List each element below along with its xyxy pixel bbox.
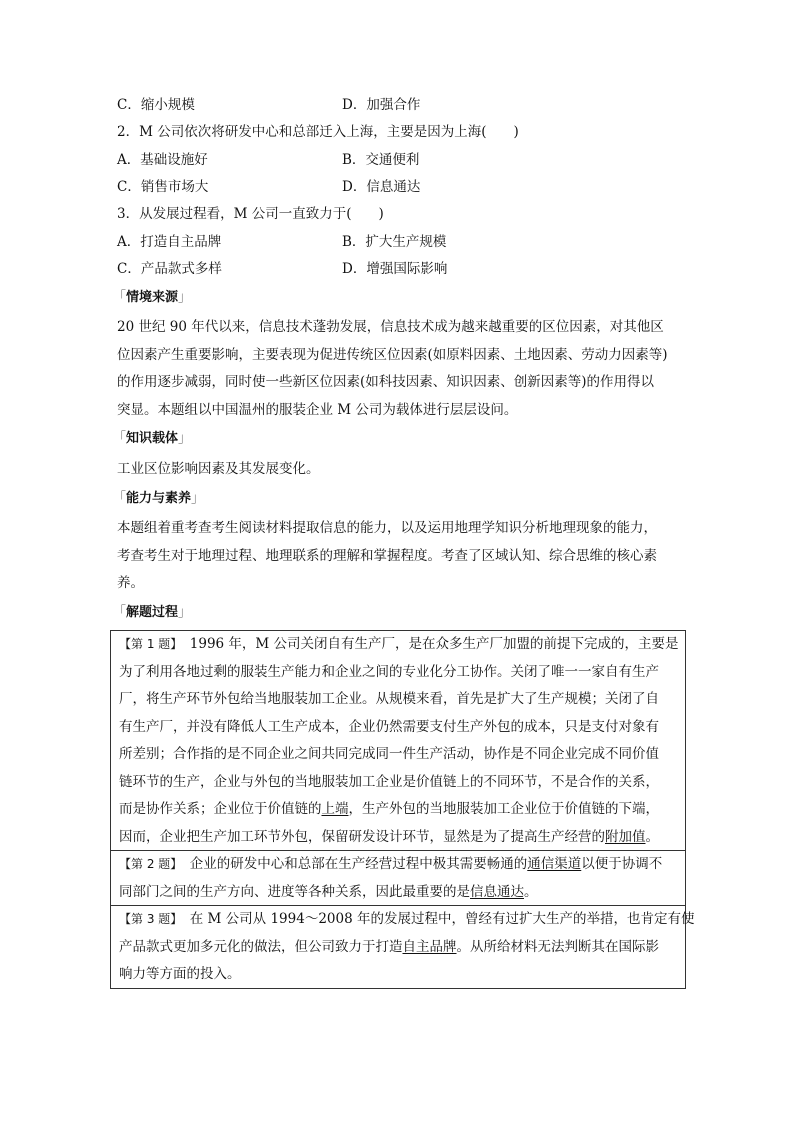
q3-option-c: C．产品款式多样 bbox=[117, 261, 222, 277]
paragraph-line: 工业区位影响因素及其发展变化。 bbox=[117, 461, 320, 477]
section-title: 能力与素养 bbox=[126, 491, 192, 506]
section-title: 知识载体 bbox=[126, 431, 179, 446]
solution-box-3 bbox=[110, 905, 695, 989]
q3-options-cd bbox=[117, 258, 677, 280]
paragraph-line: 本题组着重考查考生阅读材料提取信息的能力，以及运用地理学知识分析地理现象的能力， bbox=[117, 520, 657, 536]
q3-option-a: A．打造自主品牌 bbox=[117, 234, 222, 250]
solution-line: 1996 年，M 公司关闭自有生产厂，是在众多生产厂加盟的前提下完成的，主要是 bbox=[176, 636, 679, 652]
solution-box-1 bbox=[110, 630, 686, 851]
q2-options-ab bbox=[117, 149, 677, 171]
section-heading-source: 「情境来源」 bbox=[113, 290, 192, 305]
solution-tag: 【第 1 题】 bbox=[119, 637, 177, 651]
paragraph-line: 考查考生对于地理过程、地理联系的理解和掌握程度。考查了区域认知、综合思维的核心素 bbox=[117, 547, 657, 564]
solution-line: 产品款式更加多元化的做法，但公司致力于打造 bbox=[119, 938, 403, 955]
paragraph-line: 位因素产生重要影响，主要表现为促进传统区位因素(如原料因素、土地因素、劳动力因素等) bbox=[117, 346, 668, 363]
section-title: 解题过程 bbox=[126, 605, 179, 620]
q2-option-c: C．销售市场大 bbox=[117, 179, 209, 195]
q3-options-ab bbox=[117, 231, 677, 253]
solution-line: 因而，企业把生产加工环节外包，保留研发设计环节，显然是为了提高生产经营的 bbox=[119, 828, 605, 845]
solution-line: 在 M 公司从 1994～2008 年的发展过程中，曾经有过扩大生产的举措，也肯定有使 bbox=[176, 911, 695, 927]
solution-box-2 bbox=[110, 850, 686, 906]
underlined-keyword: 附加值 bbox=[605, 828, 646, 845]
solution-line: 而是协作关系；企业位于价值链的 bbox=[119, 801, 322, 817]
underlined-keyword: 自主品牌 bbox=[402, 938, 457, 955]
solution-line: 企业的研发中心和总部在生产经营过程中极其需要畅通的 bbox=[176, 856, 528, 872]
knowledge-paragraph bbox=[117, 456, 687, 484]
solution-line: 以便于协调不 bbox=[581, 856, 663, 872]
q3-option-b: B．扩大生产规模 bbox=[342, 234, 447, 250]
solution-line: 所差别；合作指的是不同企业之间共同完成同一件生产活动，协作是不同企业完成不同价值 bbox=[119, 746, 659, 762]
solution-tag: 【第 2 题】 bbox=[119, 857, 177, 871]
section-heading-ability: 「能力与素养」 bbox=[113, 491, 205, 506]
solution-line: 为了利用各地过剩的服装生产能力和企业之间的专业化分工协作。关闭了唯一一家自有生产 bbox=[119, 663, 659, 680]
solution-line: 响力等方面的投入。 bbox=[119, 966, 241, 982]
paragraph-line: 养。 bbox=[117, 575, 144, 591]
paragraph-line: 20 世纪 90 年代以来，信息技术蓬勃发展，信息技术成为越来越重要的区位因素，对其他区 bbox=[117, 319, 664, 335]
solution-line: 。 bbox=[645, 828, 659, 845]
q2-stem: 2．M 公司依次将研发中心和总部迁入上海，主要是因为上海( ) bbox=[117, 124, 519, 140]
q2-option-d: D．信息通达 bbox=[342, 179, 421, 195]
underlined-keyword: 上端 bbox=[321, 801, 349, 817]
q2-option-b: B．交通便利 bbox=[342, 152, 420, 168]
ability-paragraph bbox=[117, 515, 687, 598]
source-paragraph bbox=[117, 314, 687, 424]
section-heading-process: 「解题过程」 bbox=[113, 605, 192, 620]
q3-stem: 3．从发展过程看，M 公司一直致力于( ) bbox=[117, 206, 384, 222]
section-title: 情境来源 bbox=[126, 290, 179, 305]
solution-line: 。从所给材料无法判断其在国际影 bbox=[456, 938, 659, 955]
solution-line: 。 bbox=[524, 883, 538, 900]
q1-option-c: C．缩小规模 bbox=[117, 97, 195, 113]
q3-option-d: D．增强国际影响 bbox=[342, 261, 448, 277]
q1-option-d: D．加强合作 bbox=[342, 97, 421, 113]
paragraph-line: 突显。本题组以中国温州的服装企业 M 公司为载体进行层层设问。 bbox=[117, 401, 518, 418]
paragraph-line: 的作用逐步减弱，同时使一些新区位因素(如科技因素、知识因素、创新因素等)的作用得以 bbox=[117, 374, 655, 390]
q2-option-a: A．基础设施好 bbox=[117, 152, 208, 168]
q2-options-cd bbox=[117, 176, 677, 198]
underlined-keyword: 信息通达 bbox=[470, 883, 524, 900]
solution-line: 厂，将生产环节外包给当地服装加工企业。从规模来看，首先是扩大了生产规模；关闭了自 bbox=[119, 691, 659, 707]
solution-line: 链环节的生产，企业与外包的当地服装加工企业是价值链上的不同环节，不是合作的关系， bbox=[119, 773, 659, 790]
q1-options-cd bbox=[117, 94, 677, 116]
underlined-keyword: 通信渠道 bbox=[527, 856, 582, 872]
solution-line: 有生产厂，并没有降低人工生产成本，企业仍然需要支付生产外包的成本，只是支付对象有 bbox=[119, 718, 659, 735]
solution-line: ，生产外包的当地服装加工企业位于价值链的下端， bbox=[348, 801, 659, 817]
section-heading-knowledge: 「知识载体」 bbox=[113, 431, 192, 446]
solution-line: 同部门之间的生产方向、进度等各种关系，因此最重要的是 bbox=[119, 883, 470, 900]
solution-tag: 【第 3 题】 bbox=[119, 912, 177, 926]
